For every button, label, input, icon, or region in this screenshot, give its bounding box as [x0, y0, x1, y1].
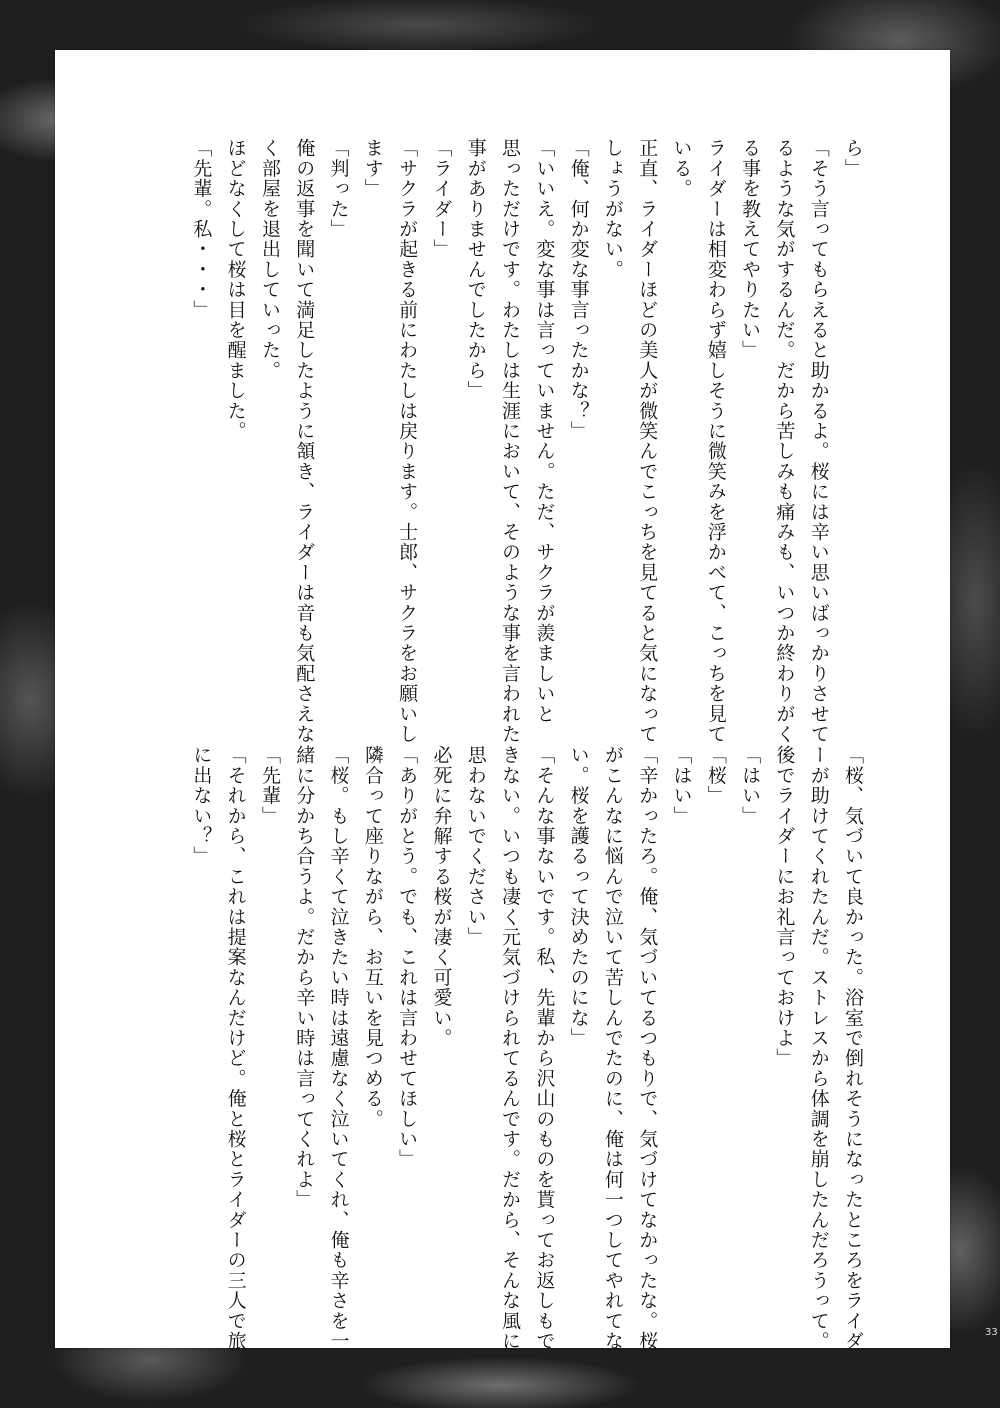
text-line: 後でライダーにお礼言っておけよ」: [773, 745, 796, 1069]
text-line: る事を教えてやりたい」: [739, 138, 762, 361]
text-line: 必死に弁解する桜が凄く可愛い。: [430, 745, 453, 1048]
text-line: 「そう言ってもらえると助かるよ。桜には辛い思いばっかりさせて: [807, 138, 830, 744]
text-line: 「サクラが起きる前にわたしは戻ります。士郎、サクラをお願いし: [396, 138, 419, 744]
text-line: ーが助けてくれたんだ。ストレスから体調を崩したんだろうって。: [807, 745, 830, 1351]
text-line: 「判った」: [327, 138, 350, 239]
lower-text-block: [184, 745, 870, 1352]
text-line: 「そんな事ないです。私、先輩から沢山のものを貰ってお返しもで: [533, 745, 556, 1351]
text-line: 「俺、何か変な事言ったかな？」: [567, 138, 590, 441]
novel-page: [55, 50, 950, 1352]
text-line: 事がありませんでしたから」: [464, 138, 487, 401]
text-line: ライダーは相変わらず嬉しそうに微笑みを浮かべて、こっちを見て: [704, 138, 727, 744]
text-line: きない。いつも凄く元気づけられてるんです。だから、そんな風に: [499, 745, 522, 1351]
page-number: 33: [985, 1327, 998, 1338]
text-line: 隣合って座りながら、お互いを見つめる。: [361, 745, 384, 1129]
text-line: 「先輩」: [258, 745, 281, 826]
text-line: に出ない？」: [190, 745, 213, 867]
text-line: 「ライダー」: [430, 138, 453, 260]
text-line: 「はい」: [670, 745, 693, 826]
text-line: 「はい」: [739, 745, 762, 826]
text-line: がこんなに悩んで泣いて苦しんでたのに、俺は何一つしてやれてな: [601, 745, 624, 1351]
text-line: 「辛かったろ。俺、気づいてるつもりで、気づけてなかったな。桜: [636, 745, 659, 1351]
text-line: しょうがない。: [601, 138, 624, 280]
text-line: 緒に分かち合うよ。だから辛い時は言ってくれよ」: [293, 745, 316, 1210]
text-line: ほどなくして桜は目を醒ました。: [224, 138, 247, 441]
text-line: 俺の返事を聞いて満足したように頷き、ライダーは音も気配さえな: [293, 138, 316, 744]
text-line: 思っただけです。わたしは生涯において、そのような事を言われた: [499, 138, 522, 744]
text-line: 「それから、これは提案なんだけど。俺と桜とライダーの三人で旅: [224, 745, 247, 1351]
text-line: 「桜、気づいて良かった。浴室で倒れそうになったところをライダ: [842, 745, 864, 1351]
text-line: ら」: [842, 138, 864, 179]
upper-text-block: [184, 138, 870, 744]
text-line: 「ありがとう。でも、これは言わせてほしい」: [396, 745, 419, 1170]
text-line: るような気がするんだ。だから苦しみも痛みも、いつか終わりがく: [773, 138, 796, 744]
text-line: いる。: [670, 138, 693, 199]
text-line: く部屋を退出していった。: [258, 138, 281, 381]
text-line: ます」: [361, 138, 384, 199]
text-line: 「桜。もし辛くて泣きたい時は遠慮なく泣いてくれ、俺も辛さを一: [327, 745, 350, 1352]
text-line: い。桜を護るって決めたのにな」: [567, 745, 590, 1048]
text-line: 正直、ライダーほどの美人が微笑んでこっちを見てると気になって: [636, 138, 659, 744]
text-line: 「先輩。私・・・」: [190, 138, 213, 320]
text-line: 「いいえ。変な事は言っていません。ただ、サクラが羨ましいと: [533, 138, 556, 724]
text-line: 思わないでください」: [464, 745, 487, 947]
text-line: 「桜」: [704, 745, 727, 806]
